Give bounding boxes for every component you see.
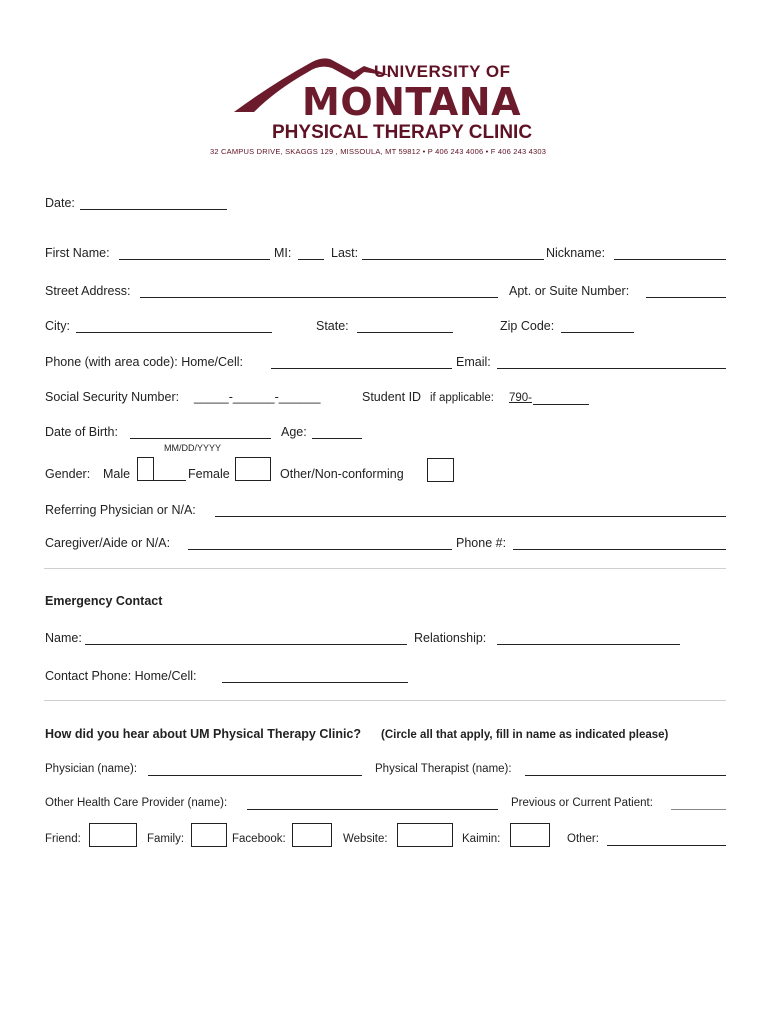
contact-phone-label: Contact Phone: Home/Cell: <box>45 669 197 683</box>
contact-phone-field[interactable] <box>222 682 408 683</box>
referring-physician-field[interactable] <box>215 516 726 517</box>
facebook-label: Facebook: <box>232 833 286 845</box>
phone-home-label: Phone (with area code): Home/Cell: <box>45 355 244 369</box>
other-field[interactable] <box>607 845 726 846</box>
student-id-label: Student ID <box>362 390 422 404</box>
city-label: City: <box>45 319 70 333</box>
ssn-label: Social Security Number: <box>45 390 180 404</box>
kaimin-checkbox[interactable] <box>510 823 550 847</box>
website-label: Website: <box>343 833 388 845</box>
dob-label: Date of Birth: <box>45 425 118 439</box>
clinic-logo <box>210 52 570 162</box>
state-field[interactable] <box>357 332 453 333</box>
logo-montana: MONTANA <box>302 80 522 124</box>
age-label: Age: <box>281 425 307 439</box>
gender-female-checkbox[interactable] <box>235 457 271 481</box>
friend-label: Friend: <box>45 833 81 845</box>
caregiver-field[interactable] <box>188 549 452 550</box>
phone-home-field[interactable] <box>271 368 452 369</box>
physician-name-label: Physician (name): <box>45 763 138 775</box>
last-name-field[interactable] <box>362 259 544 260</box>
mi-field[interactable] <box>298 259 324 260</box>
caregiver-phone-field[interactable] <box>513 549 726 550</box>
other-provider-field[interactable] <box>247 809 498 810</box>
relationship-label: Relationship: <box>414 631 487 645</box>
other-provider-label: Other Health Care Provider (name): <box>45 797 228 809</box>
emergency-name-label: Name: <box>45 631 82 645</box>
referral-heading: How did you hear about UM Physical Therapy Clinic? <box>45 727 362 741</box>
first-name-field[interactable] <box>119 259 270 260</box>
student-id-prefix: 790- <box>509 392 533 404</box>
clinic-address: 32 CAMPUS DRIVE, SKAGGS 129 , MISSOULA, MT 59812 • P 406 243 4006 • F 406 243 4303 <box>210 147 547 156</box>
gender-male-checkbox[interactable] <box>137 457 154 481</box>
age-field[interactable] <box>312 438 362 439</box>
street-address-field[interactable] <box>140 297 498 298</box>
facebook-checkbox[interactable] <box>292 823 332 847</box>
caregiver-label: Caregiver/Aide or N/A: <box>45 536 171 550</box>
nickname-field[interactable] <box>614 259 726 260</box>
zip-code-field[interactable] <box>561 332 634 333</box>
logo-clinic-name: PHYSICAL THERAPY CLINIC <box>272 122 533 143</box>
nickname-label: Nickname: <box>546 246 606 260</box>
therapist-name-label: Physical Therapist (name): <box>375 763 512 775</box>
friend-checkbox[interactable] <box>89 823 137 847</box>
ssn-field[interactable]: _____-______-______ <box>194 390 321 404</box>
state-label: State: <box>316 319 349 333</box>
family-checkbox[interactable] <box>191 823 227 847</box>
therapist-name-field[interactable] <box>525 775 726 776</box>
emergency-contact-heading: Emergency Contact <box>45 594 163 608</box>
student-id-field[interactable] <box>533 404 589 405</box>
caregiver-phone-label: Phone #: <box>456 536 507 550</box>
referring-physician-label: Referring Physician or N/A: <box>45 503 196 517</box>
previous-patient-field[interactable] <box>671 809 726 810</box>
apt-suite-label: Apt. or Suite Number: <box>509 284 630 298</box>
email-label: Email: <box>456 355 491 369</box>
student-id-note: if applicable: <box>430 392 494 404</box>
website-checkbox[interactable] <box>397 823 453 847</box>
mi-label: MI: <box>274 246 292 260</box>
street-address-label: Street Address: <box>45 284 131 298</box>
other-label: Other: <box>567 833 599 845</box>
city-field[interactable] <box>76 332 272 333</box>
kaimin-label: Kaimin: <box>462 833 501 845</box>
dob-field[interactable] <box>130 438 271 439</box>
gender-other-label: Other/Non-conforming <box>280 467 404 481</box>
emergency-name-field[interactable] <box>85 644 407 645</box>
date-label: Date: <box>45 196 75 210</box>
section-divider <box>44 568 726 569</box>
section-divider <box>44 700 726 701</box>
last-name-label: Last: <box>331 246 359 260</box>
gender-female-label: Female <box>188 467 230 481</box>
gender-other-checkbox[interactable] <box>427 458 454 482</box>
gender-label: Gender: <box>45 467 91 481</box>
referral-heading-note: (Circle all that apply, fill in name as indicated please) <box>381 729 669 741</box>
logo-university-of: UNIVERSITY OF <box>374 62 511 81</box>
relationship-field[interactable] <box>497 644 680 645</box>
first-name-label: First Name: <box>45 246 110 260</box>
email-field[interactable] <box>497 368 726 369</box>
apt-suite-field[interactable] <box>646 297 726 298</box>
date-field[interactable] <box>80 209 227 210</box>
gender-male-underline <box>153 480 186 481</box>
zip-code-label: Zip Code: <box>500 319 555 333</box>
previous-patient-label: Previous or Current Patient: <box>511 797 653 809</box>
physician-name-field[interactable] <box>148 775 362 776</box>
family-label: Family: <box>147 833 185 845</box>
gender-male-label: Male <box>103 467 131 481</box>
dob-format-hint: MM/DD/YYYY <box>164 443 222 453</box>
